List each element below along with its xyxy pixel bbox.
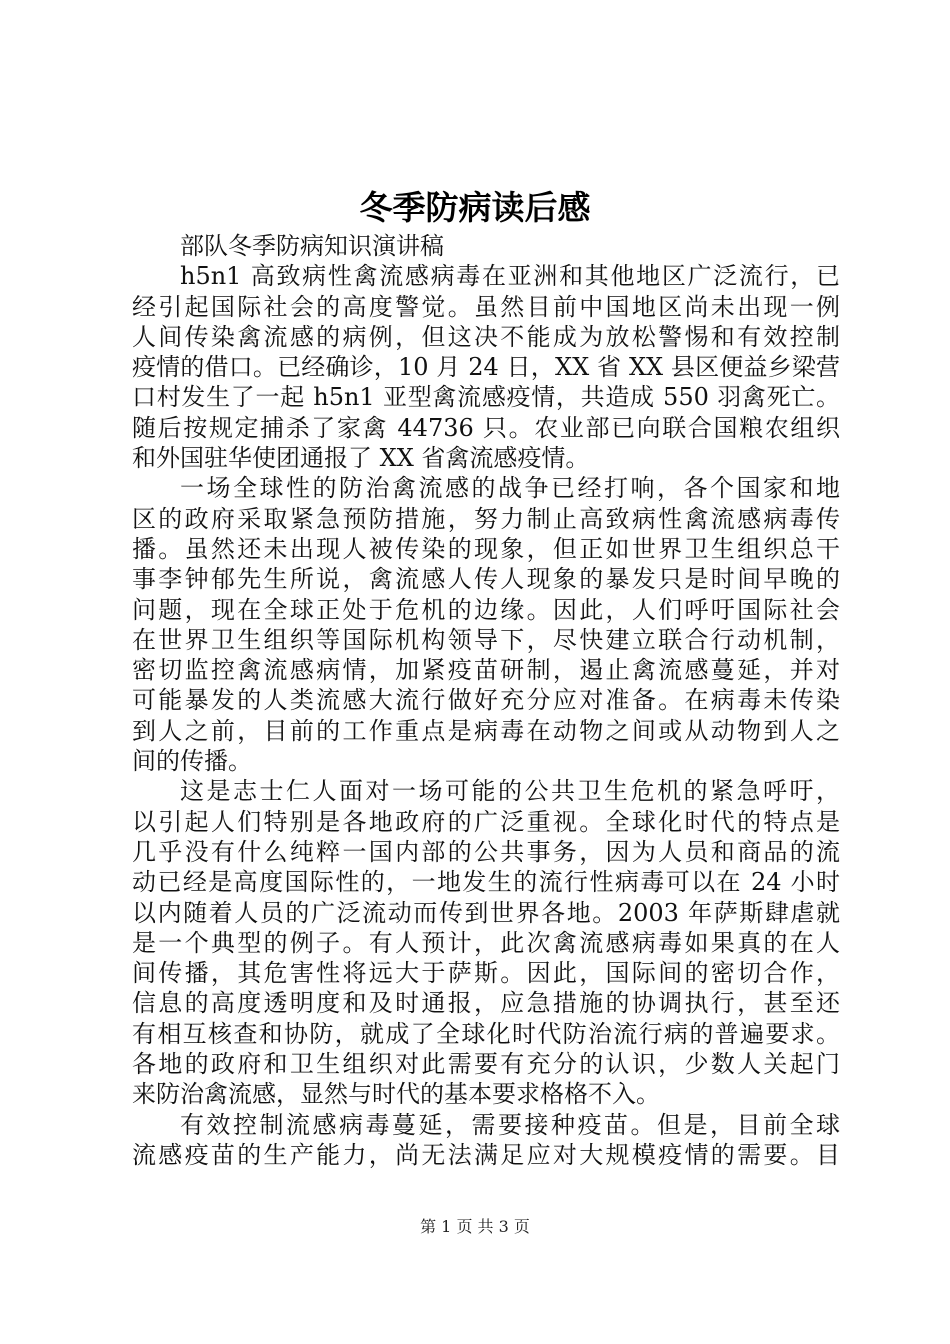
text-line: 有相互核查和协防，就成了全球化时代防治流行病的普遍要求。: [132, 1019, 840, 1048]
text-line: 以内随着人员的广泛流动而传到世界各地。2003 年萨斯肆虐就: [132, 898, 840, 927]
text-line: 可能暴发的人类流感大流行做好充分应对准备。在病毒未传染: [132, 686, 840, 715]
text-line: 几乎没有什么纯粹一国内部的公共事务，因为人员和商品的流: [132, 837, 840, 866]
text-line: 事李钟郁先生所说，禽流感人传人现象的暴发只是时间早晚的: [132, 565, 840, 594]
subtitle: 部队冬季防病知识演讲稿: [180, 232, 444, 260]
document-body: [132, 231, 840, 1170]
text-line: 播。虽然还未出现人被传染的现象，但正如世界卫生组织总干: [132, 534, 840, 563]
text-line: 间传播，其危害性将远大于萨斯。因此，国际间的密切合作，: [132, 959, 840, 988]
text-line: 口村发生了一起 h5n1 亚型禽流感疫情，共造成 550 羽禽死亡。: [132, 383, 840, 412]
text-line: 密切监控禽流感病情，加紧疫苗研制，遏止禽流感蔓延，并对: [132, 656, 840, 685]
text-line: 以引起人们特别是各地政府的广泛重视。全球化时代的特点是: [132, 807, 840, 836]
text-line: 在世界卫生组织等国际机构领导下，尽快建立联合行动机制，: [132, 625, 840, 654]
text-line: 各地的政府和卫生组织对此需要有充分的认识，少数人关起门: [132, 1050, 840, 1079]
text-line: 信息的高度透明度和及时通报，应急措施的协调执行，甚至还: [132, 989, 840, 1018]
text-line: 这是志士仁人面对一场可能的公共卫生危机的紧急呼吁，: [180, 777, 840, 806]
text-line: 经引起国际社会的高度警觉。虽然目前中国地区尚未出现一例: [132, 292, 840, 321]
text-line: h5n1 高致病性禽流感病毒在亚洲和其他地区广泛流行，已: [180, 262, 840, 291]
text-line: 区的政府采取紧急预防措施，努力制止高致病性禽流感病毒传: [132, 504, 840, 533]
text-line: 动已经是高度国际性的，一地发生的流行性病毒可以在 24 小时: [132, 868, 840, 897]
text-line: 一场全球性的防治禽流感的战争已经打响，各个国家和地: [180, 474, 840, 503]
text-line: 疫情的借口。已经确诊，10 月 24 日，XX 省 XX 县区便益乡梁营: [132, 353, 840, 382]
text-line: 流感疫苗的生产能力，尚无法满足应对大规模疫情的需要。目: [132, 1140, 840, 1169]
text-line: 有效控制流感病毒蔓延，需要接种疫苗。但是，目前全球: [180, 1110, 840, 1139]
text-line: 来防治禽流感，显然与时代的基本要求格格不入。: [132, 1080, 660, 1109]
text-line: 人间传染禽流感的病例，但这决不能成为放松警惕和有效控制: [132, 322, 840, 351]
text-line: 到人之前，目前的工作重点是病毒在动物之间或从动物到人之: [132, 716, 840, 745]
text-line: 随后按规定捕杀了家禽 44736 只。农业部已向联合国粮农组织: [132, 413, 840, 442]
text-line: 是一个典型的例子。有人预计，此次禽流感病毒如果真的在人: [132, 928, 840, 957]
text-line: 间的传播。: [132, 747, 252, 776]
text-line: 和外国驻华使团通报了 XX 省禽流感疫情。: [132, 444, 590, 473]
page-footer: 第 1 页 共 3 页: [420, 1217, 530, 1236]
document-title: 冬季防病读后感: [359, 188, 591, 227]
text-line: 问题，现在全球正处于危机的边缘。因此，人们呼吁国际社会: [132, 595, 840, 624]
